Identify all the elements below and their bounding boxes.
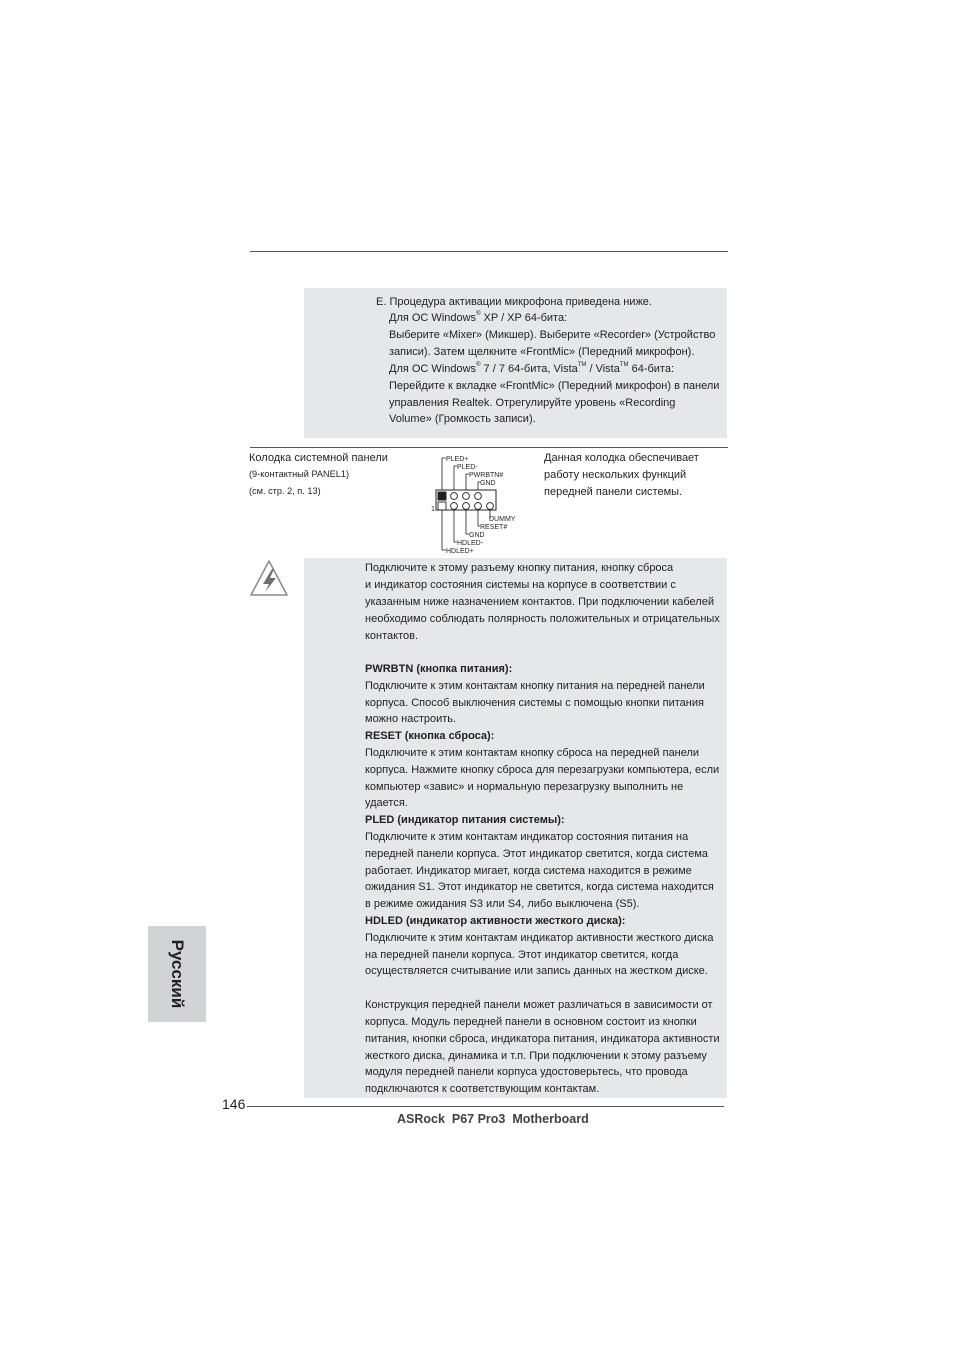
reset-line-3: компьютер «завис» и нормальную перезагрузку выполнить не <box>365 781 684 793</box>
label-pin-1: 1 <box>431 506 435 513</box>
hdled-line-2: на передней панели корпуса. Этот индикатор светится, когда <box>365 949 679 961</box>
panel-title: Колодка системной панели <box>249 452 388 464</box>
reset-line-1: Подключите к этим контактам кнопку сброса на передней панели <box>365 747 700 759</box>
intro-line-1: Подключите к этому разъему кнопку питания, кнопку сброса <box>365 562 674 574</box>
closing-line-1: Конструкция передней панели может различаться в зависимости от <box>365 999 713 1011</box>
intro-line-2: и индикатор состояния системы на корпусе в соответствии с <box>365 579 676 591</box>
section-e-line-2: Для ОС Windows® XP / XP 64-бита: <box>389 311 568 324</box>
language-side-tab <box>148 926 206 1022</box>
panel-subtitle-ref: (см. стр. 2, п. 13) <box>249 486 321 496</box>
label-pled-minus: PLED- <box>457 464 478 471</box>
pled-line-5: в режиме ожидания S3 или S4, либо выключена (S5). <box>365 898 640 910</box>
pwrbtn-line-3: можно настроить. <box>365 713 457 725</box>
section-e-line-5: Для ОС Windows® 7 / 7 64-бита, Vista™ / Vista™ 64-бита: <box>389 362 675 375</box>
section-e-line-6: Перейдите к вкладке «FrontMic» (Передний микрофон) в панели <box>389 380 720 392</box>
closing-line-6: подключаются к соответствующим контактам. <box>365 1083 600 1095</box>
pled-heading: PLED (индикатор питания системы): <box>365 814 565 826</box>
language-side-tab-label: Русский <box>168 939 187 1009</box>
pled-line-2: передней панели корпуса. Этот индикатор светится, когда система <box>365 848 709 860</box>
reset-line-2: корпуса. Нажмите кнопку сброса для перезагрузки компьютера, если <box>365 764 720 776</box>
pled-line-1: Подключите к этим контактам индикатор состояния питания на <box>365 831 689 843</box>
page-number: 146 <box>222 1096 246 1112</box>
closing-line-3: питания, кнопки сброса, индикатора питания, индикатора активности <box>365 1033 720 1045</box>
section-e-line-1: E. Процедура активации микрофона приведена ниже. <box>376 296 652 308</box>
pwrbtn-line-1: Подключите к этим контактам кнопку питания на передней панели <box>365 680 705 692</box>
section-e-line-8: Volume» (Громкость записи). <box>389 413 536 425</box>
hdled-line-3: осуществляется считывание или запись данных на жестком диске. <box>365 965 708 977</box>
label-pwrbtn: PWRBTN# <box>469 472 504 479</box>
panel-desc-2: работу нескольких функций <box>544 469 687 481</box>
pled-line-4: ожидания S1. Этот индикатор не светится, когда система находится <box>365 881 714 893</box>
label-gnd-bottom: GND <box>469 532 485 539</box>
panel-desc-3: передней панели системы. <box>544 486 683 498</box>
section-e-line-4: записи). Затем щелкните «FrontMic» (Передний микрофон). <box>389 346 695 358</box>
closing-line-5: модуля передней панели корпуса удостоверьтесь, что провода <box>365 1066 688 1078</box>
label-reset: RESET# <box>480 524 508 531</box>
label-dummy: DUMMY <box>489 516 516 523</box>
panel-separator-rule <box>250 447 728 448</box>
section-e-line-7: управления Realtek. Отрегулируйте уровень «Recording <box>389 397 676 409</box>
section-e-line-3: Выберите «Mixer» (Микшер). Выберите «Recorder» (Устройство <box>389 329 716 341</box>
panel-desc-1: Данная колодка обеспечивает <box>544 452 699 464</box>
top-rule <box>250 251 728 252</box>
closing-line-4: жесткого диска, динамика и т.п. При подключении к этому разъему <box>365 1050 707 1062</box>
hdled-line-1: Подключите к этим контактам индикатор активности жесткого диска <box>365 932 714 944</box>
pwrbtn-heading: PWRBTN (кнопка питания): <box>365 663 513 675</box>
label-gnd-top: GND <box>480 480 496 487</box>
intro-line-5: контактов. <box>365 630 419 642</box>
pled-line-3: работает. Индикатор мигает, когда система находится в режиме <box>365 865 692 877</box>
hdled-heading: HDLED (индикатор активности жесткого диска): <box>365 915 626 927</box>
reset-heading: RESET (кнопка сброса): <box>365 730 495 742</box>
footer-rule <box>247 1106 724 1107</box>
panel-subtitle-pins: (9-контактный PANEL1) <box>249 469 350 479</box>
label-hdled-minus: HDLED- <box>457 540 484 547</box>
footer-product-name: ASRock P67 Pro3 Motherboard <box>397 1112 589 1126</box>
closing-line-2: корпуса. Модуль передней панели в основном состоит из кнопки <box>365 1016 697 1028</box>
intro-line-3: указанным ниже назначением контактов. При подключении кабелей <box>365 596 714 608</box>
reset-line-4: удается. <box>365 797 408 809</box>
warning-triangle-icon <box>248 558 290 598</box>
intro-line-4: необходимо соблюдать полярность положительных и отрицательных <box>365 613 720 625</box>
label-pled-plus: PLED+ <box>446 456 469 463</box>
panel1-pin-diagram <box>430 452 522 556</box>
label-hdled-plus: HDLED+ <box>446 548 474 555</box>
pwrbtn-line-2: корпуса. Способ выключения системы с помощью кнопки питания <box>365 697 704 709</box>
